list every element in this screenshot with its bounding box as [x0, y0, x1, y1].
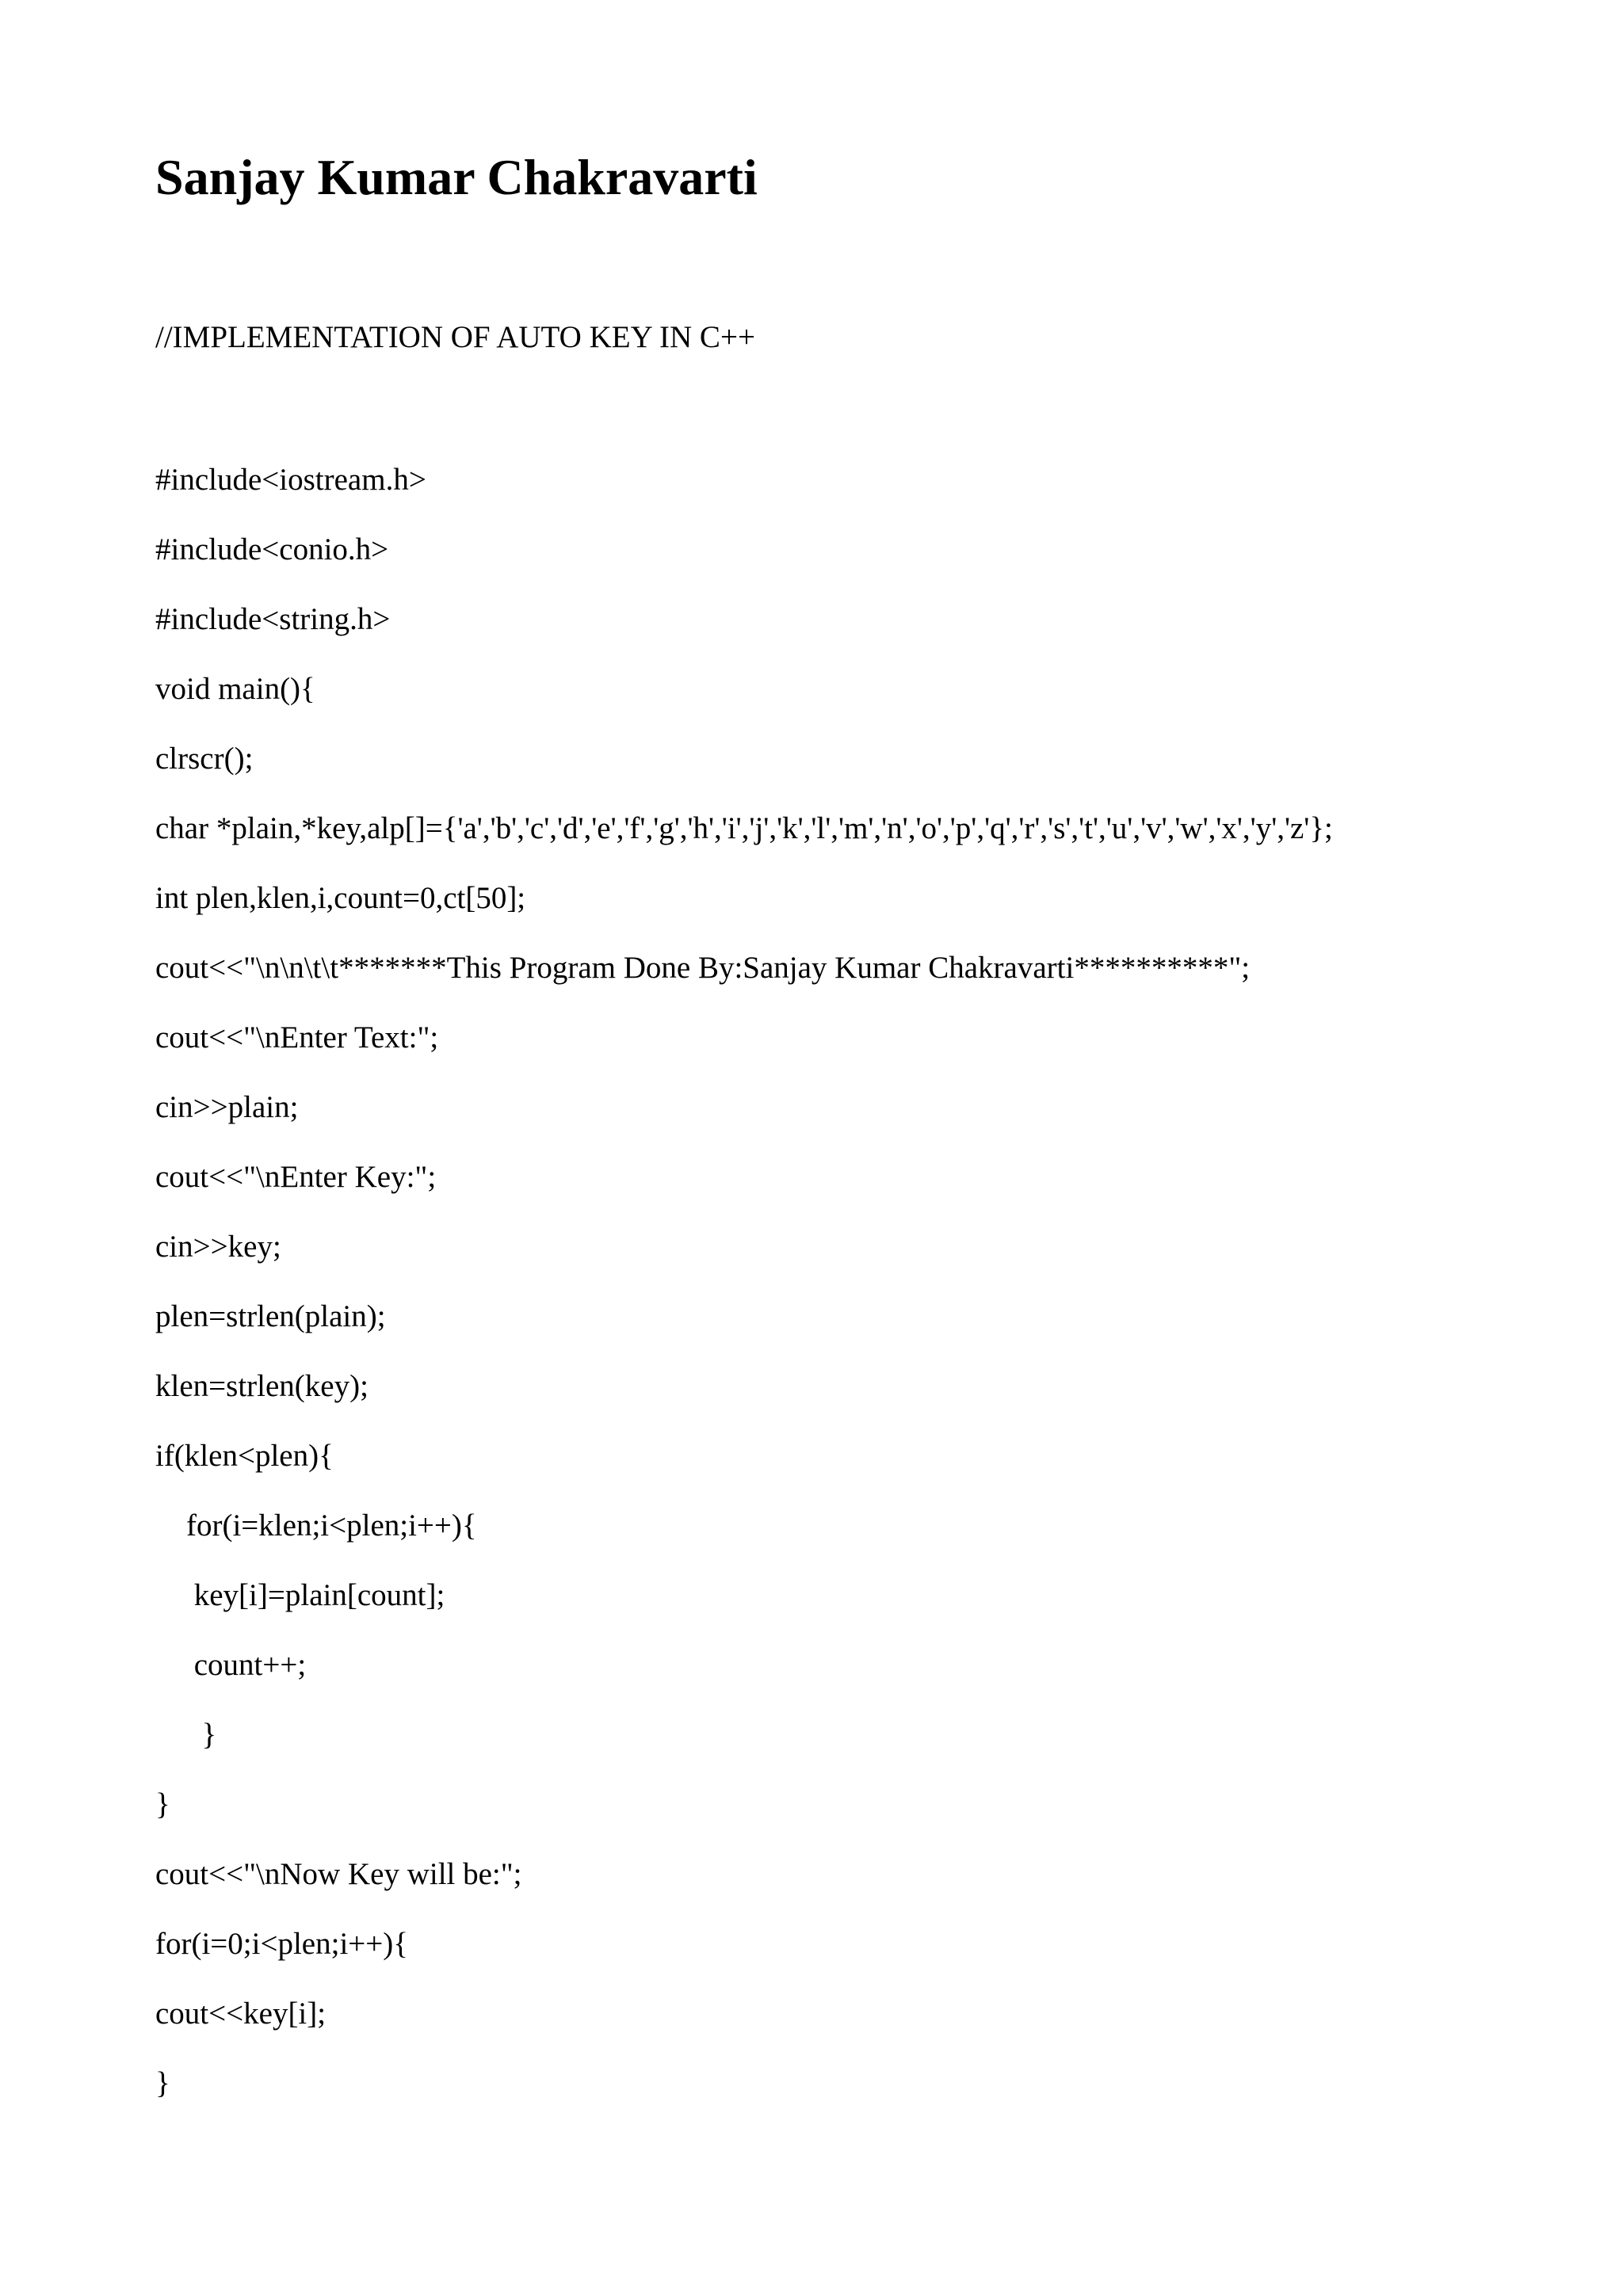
code-line: cin>>key;: [155, 1230, 281, 1264]
code-line: #include<conio.h>: [155, 532, 389, 566]
code-line: key[i]=plain[count];: [155, 1578, 445, 1612]
code-line: }: [155, 1787, 170, 1821]
code-line: clrscr();: [155, 742, 254, 776]
code-line: cout<<"\nNow Key will be:";: [155, 1857, 522, 1891]
code-line: cout<<"\nEnter Key:";: [155, 1160, 437, 1194]
code-block: [155, 464, 1598, 2138]
code-line: void main(){: [155, 672, 315, 706]
author-heading: Sanjay Kumar Chakravarti: [155, 149, 758, 205]
code-comment: //IMPLEMENTATION OF AUTO KEY IN C++: [155, 320, 755, 354]
code-line: cout<<"\n\n\t\t*******This Program Done By:Sanjay Kumar Chakravarti**********";: [155, 951, 1251, 985]
code-line: }: [155, 2066, 170, 2100]
code-line: cin>>plain;: [155, 1090, 299, 1124]
code-line: cout<<key[i];: [155, 1997, 327, 2031]
code-line: }: [155, 1718, 217, 1752]
code-line: #include<iostream.h>: [155, 463, 426, 497]
code-line: cout<<"\nEnter Text:";: [155, 1020, 439, 1055]
code-line: for(i=klen;i<plen;i++){: [155, 1508, 477, 1543]
code-line: char *plain,*key,alp[]={'a','b','c','d','e','f','g','h','i','j','k','l','m','n','o','p','q','r','s','t','u','v','w','x','y','z'};: [155, 811, 1333, 845]
code-line: #include<string.h>: [155, 602, 391, 636]
code-line: klen=strlen(key);: [155, 1369, 369, 1403]
code-line: count++;: [155, 1648, 307, 1682]
code-line: int plen,klen,i,count=0,ct[50];: [155, 881, 526, 915]
code-line: plen=strlen(plain);: [155, 1299, 386, 1333]
code-line: for(i=0;i<plen;i++){: [155, 1927, 408, 1961]
code-line: if(klen<plen){: [155, 1439, 334, 1473]
